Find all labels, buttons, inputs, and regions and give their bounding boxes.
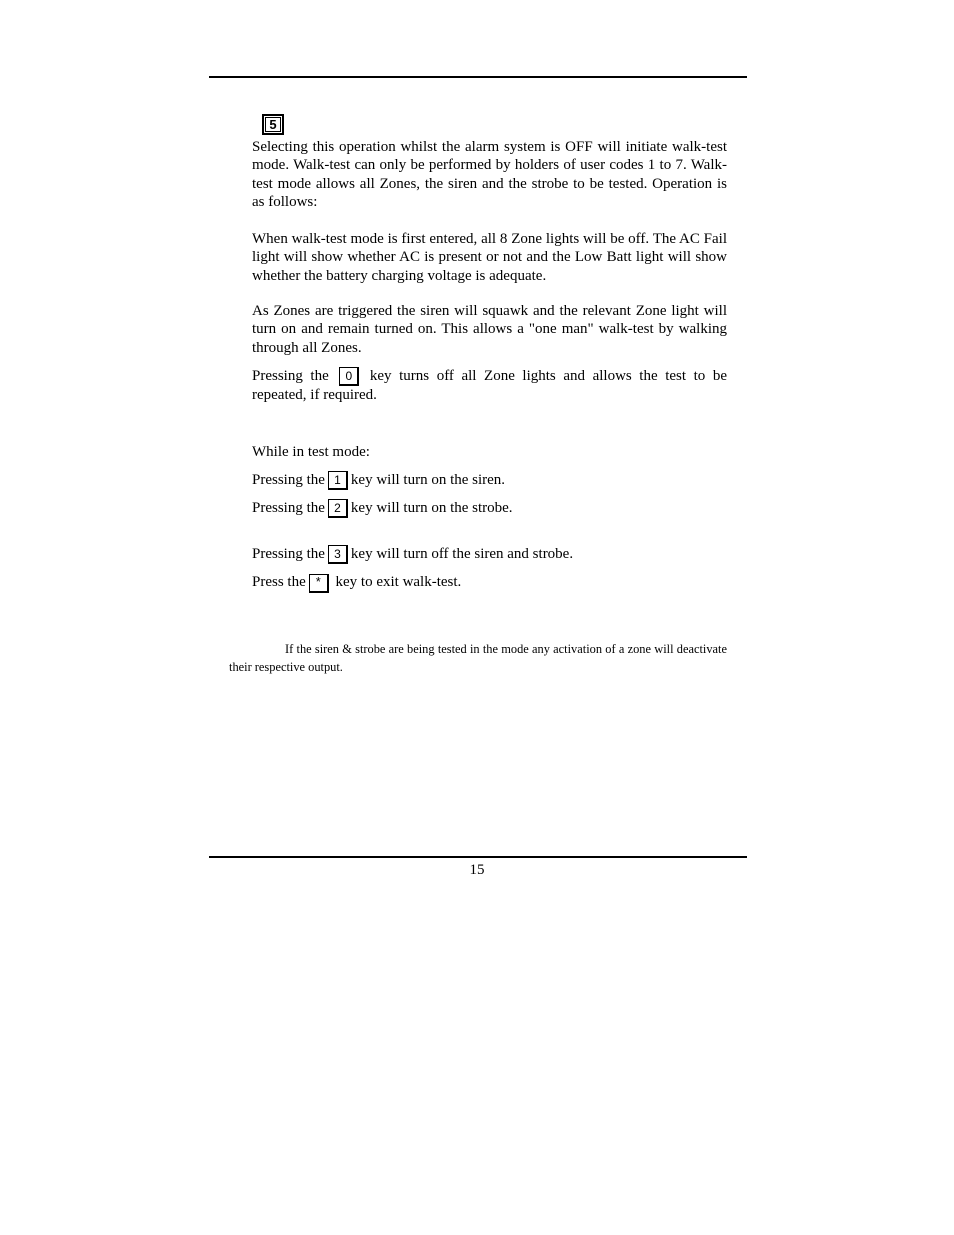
zone-trigger-paragraph: As Zones are triggered the siren will squawk and the relevant Zone light will turn on and remain turned on. This allows a "one man" walk-test by walking through all Zones. (252, 303, 727, 356)
key-0-icon: 0 (339, 367, 359, 386)
key-2-icon: 2 (328, 499, 348, 518)
step-strobe-on (252, 499, 513, 518)
step-text-before: Pressing the (252, 546, 325, 562)
footer-rule (209, 856, 747, 858)
key-5-icon: 5 (262, 114, 284, 135)
reset-text-before: Pressing the (252, 368, 329, 384)
step-text-before: Press the (252, 574, 306, 590)
key-1-icon: 1 (328, 471, 348, 490)
step-text-after: key to exit walk-test. (331, 574, 462, 590)
test-mode-label: While in test mode: (252, 444, 370, 460)
note-paragraph: If the siren & strobe are being tested in the mode any activation of a zone will deactivate their respective output. (229, 642, 727, 674)
step-text-before: Pressing the (252, 500, 325, 516)
step-text-after: key will turn on the siren. (350, 472, 506, 488)
intro-paragraph: Selecting this operation whilst the alarm system is OFF will initiate walk-test mode. Walk-test can only be performed by holders of user codes 1 to 7. Walk-test mode allows all Zones, the siren and the strobe to be tested. Operation is as follows: (252, 139, 727, 210)
reset-paragraph (252, 367, 727, 404)
page-number: 15 (469, 862, 485, 878)
key-star-icon: * (309, 574, 329, 593)
step-siren-strobe-off (252, 545, 573, 564)
step-siren-on (252, 471, 505, 490)
step-exit (252, 573, 461, 593)
header-rule (209, 76, 747, 78)
reset-text-after: key turns off all Zone lights and allows the test to be repeated, if required. (252, 368, 727, 403)
step-text-after: key will turn off the siren and strobe. (350, 546, 574, 562)
key-3-icon: 3 (328, 545, 348, 564)
initial-state-paragraph: When walk-test mode is first entered, all 8 Zone lights will be off. The AC Fail light will show whether AC is present or not and the Low Batt light will show whether the battery charging voltage is adequate. (252, 231, 727, 284)
step-text-after: key will turn on the strobe. (350, 500, 513, 516)
step-text-before: Pressing the (252, 472, 325, 488)
